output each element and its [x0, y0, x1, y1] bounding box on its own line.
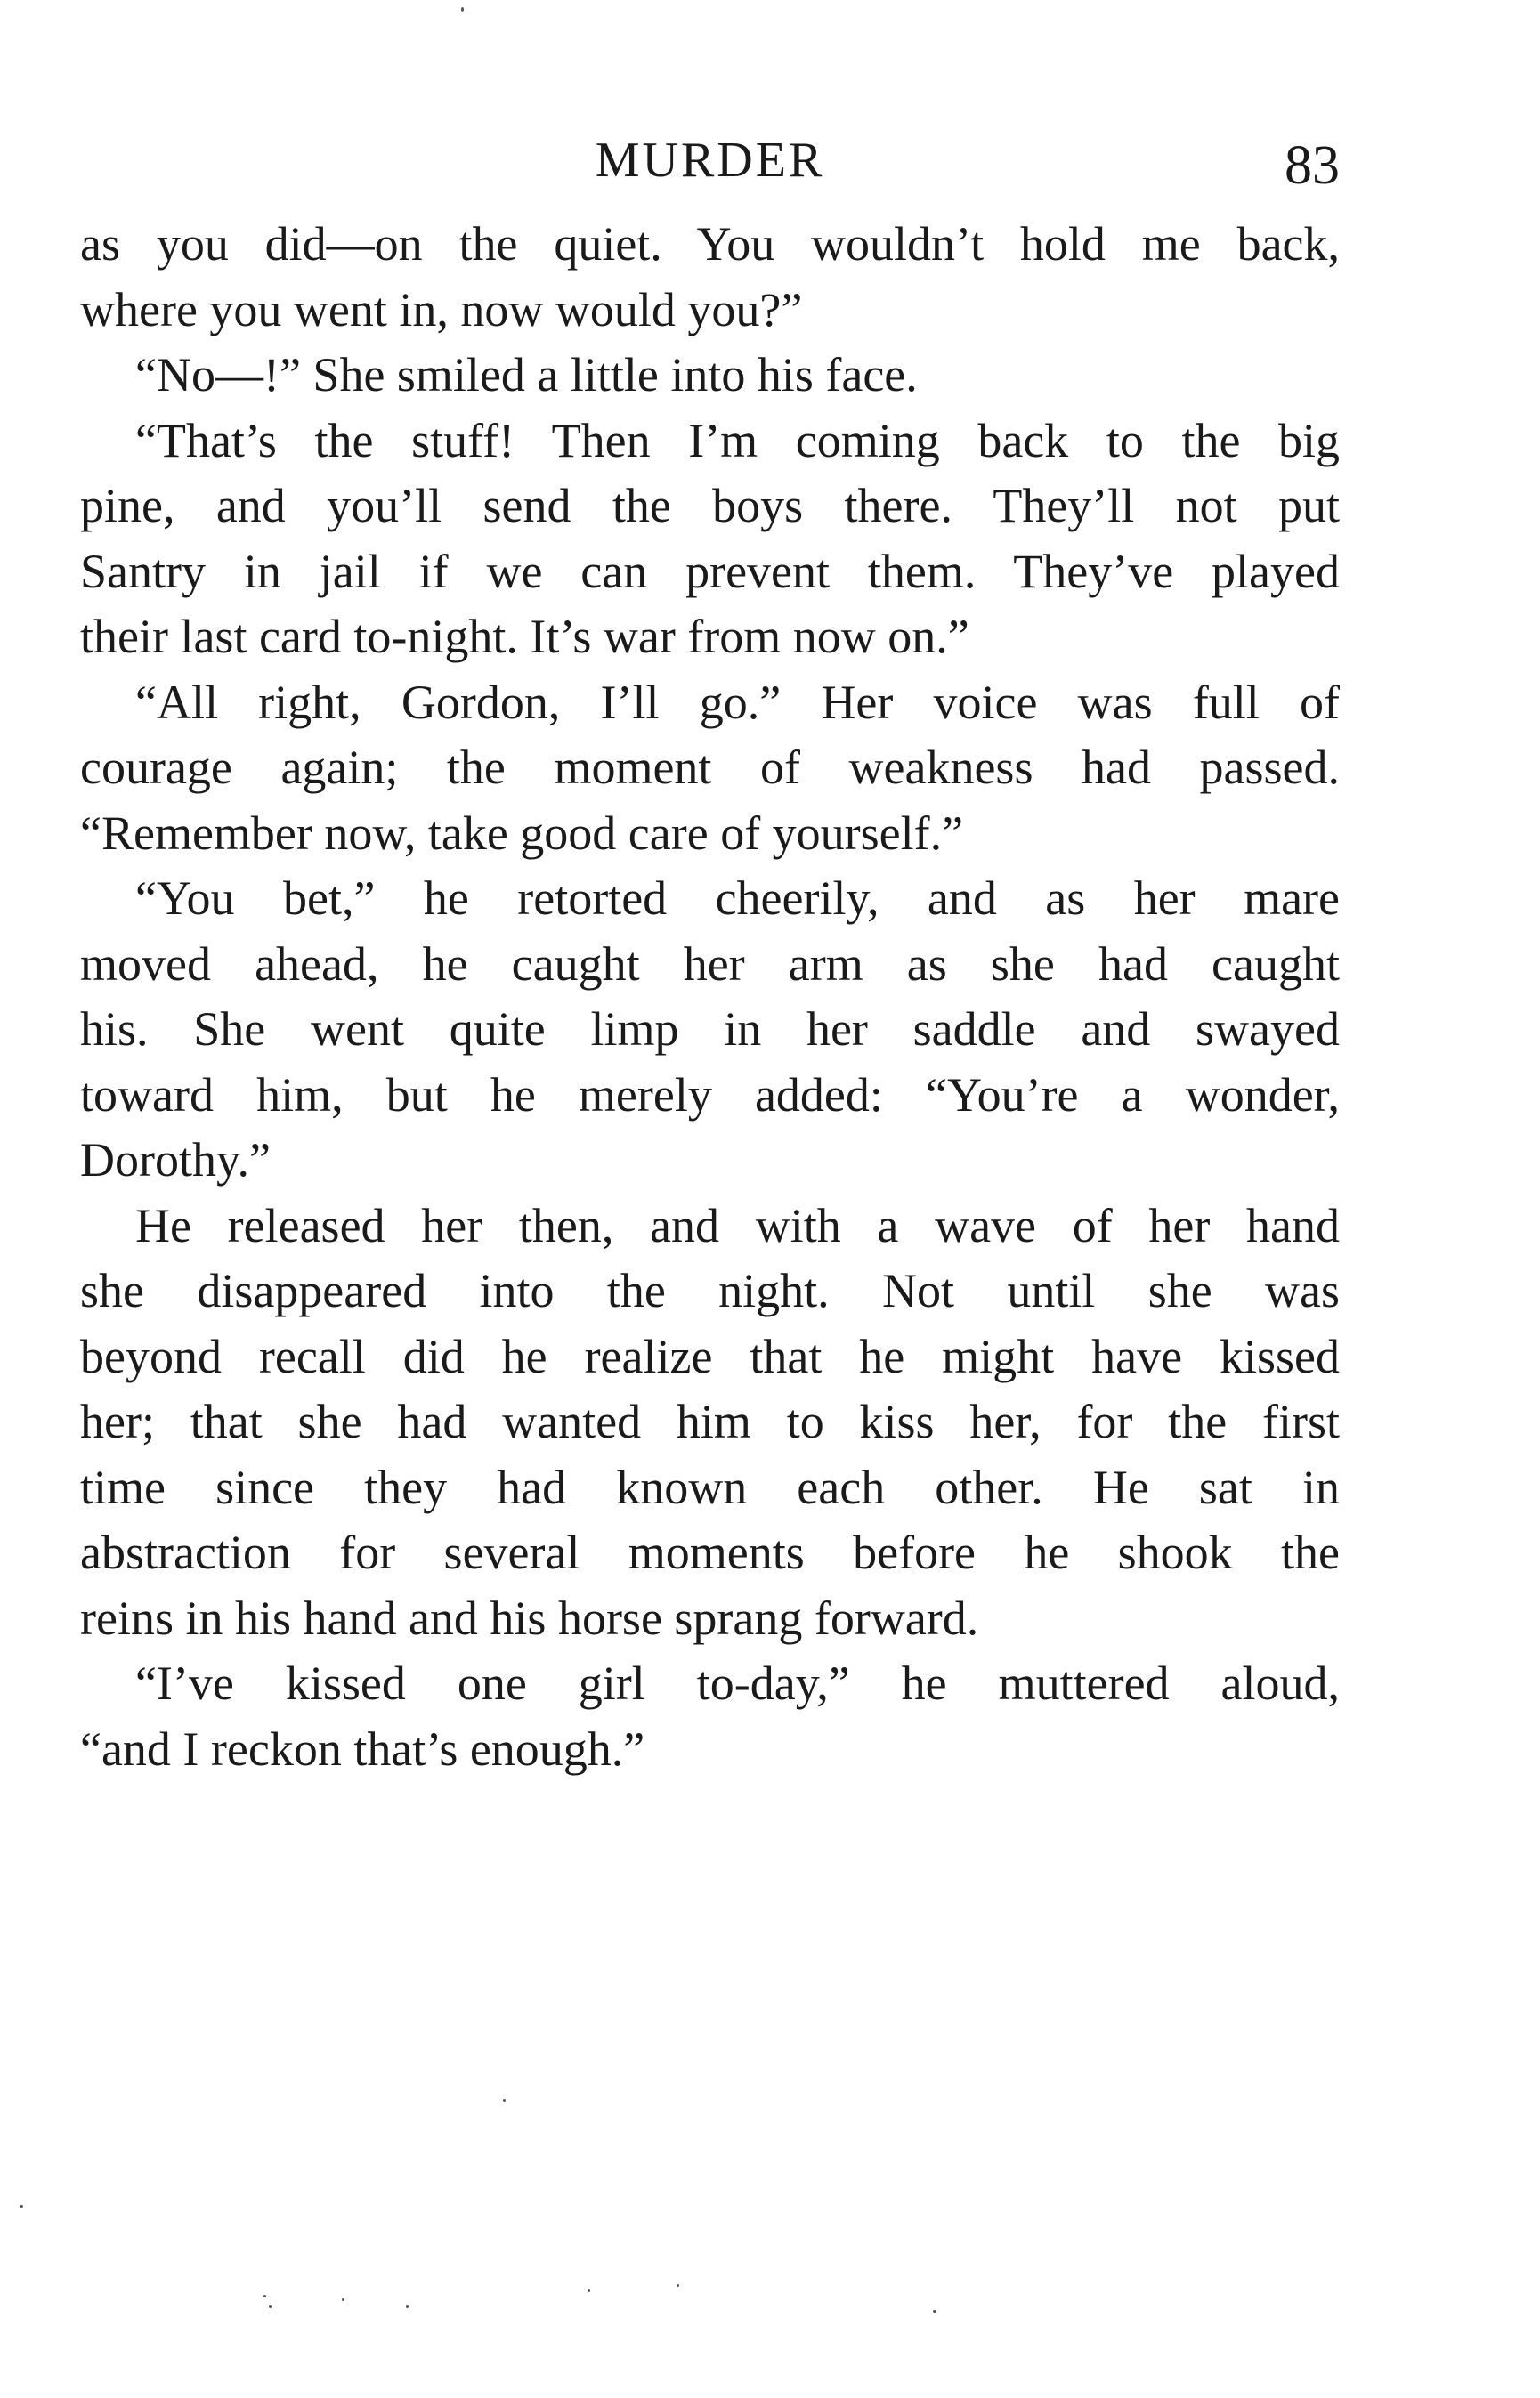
- scan-speck: [588, 2289, 590, 2292]
- text-line: reins in his hand and his horse sprang forward.: [80, 1591, 979, 1645]
- page-number: 83: [1285, 135, 1340, 196]
- scan-speck: [406, 2305, 409, 2308]
- scan-speck: [933, 2310, 936, 2313]
- text-line: toward him, but he merely added: “You’re a wonder,: [80, 1067, 1340, 1122]
- text-line: “Remember now, take good care of yourself.”: [80, 806, 964, 860]
- text-line: pine, and you’ll send the boys there. They’ll not put: [80, 479, 1340, 532]
- text-line: He released her then, and with a wave of her hand: [135, 1198, 1340, 1252]
- text-line: she disappeared into the night. Not until she was: [80, 1264, 1340, 1317]
- running-head: [80, 125, 1340, 196]
- text-line: “and I reckon that’s enough.”: [80, 1722, 645, 1776]
- text-line: Dorothy.”: [80, 1133, 271, 1187]
- running-title: MURDER: [595, 133, 825, 188]
- scan-speck: [20, 2205, 23, 2208]
- text-line: where you went in, now would you?”: [80, 282, 803, 336]
- body-text: [80, 212, 1340, 1782]
- scan-speck: [342, 2298, 344, 2301]
- scan-speck: [461, 7, 464, 12]
- text-line: moved ahead, he caught her arm as she had caught: [80, 936, 1340, 991]
- scan-speck: [263, 2295, 266, 2297]
- text-line: as you did—on the quiet. You wouldn’t hold me back,: [80, 217, 1340, 271]
- text-line: his. She went quite limp in her saddle and swayed: [80, 1002, 1340, 1056]
- text-line: abstraction for several moments before he shook the: [80, 1526, 1340, 1579]
- text-line: courage again; the moment of weakness had passed.: [80, 741, 1340, 794]
- text-line: their last card to-night. It’s war from now on.”: [80, 610, 969, 663]
- text-line: “You bet,” he retorted cheerily, and as her mare: [135, 871, 1340, 925]
- text-line: Santry in jail if we can prevent them. They’ve played: [80, 544, 1340, 598]
- text-line: time since they had known each other. He sat in: [80, 1460, 1340, 1514]
- scan-speck: [677, 2284, 679, 2287]
- scan-speck: [503, 2099, 506, 2102]
- text-line: “All right, Gordon, I’ll go.” Her voice was full of: [135, 675, 1340, 729]
- scan-speck: [269, 2305, 272, 2308]
- text-line: “No—!” She smiled a little into his face.: [135, 348, 918, 401]
- text-line: beyond recall did he realize that he might have kissed: [80, 1329, 1340, 1383]
- text-line: her; that she had wanted him to kiss her, for the first: [80, 1395, 1340, 1448]
- text-line: “I’ve kissed one girl to-day,” he muttered aloud,: [135, 1657, 1340, 1710]
- text-line: “That’s the stuff! Then I’m coming back to the big: [135, 413, 1340, 467]
